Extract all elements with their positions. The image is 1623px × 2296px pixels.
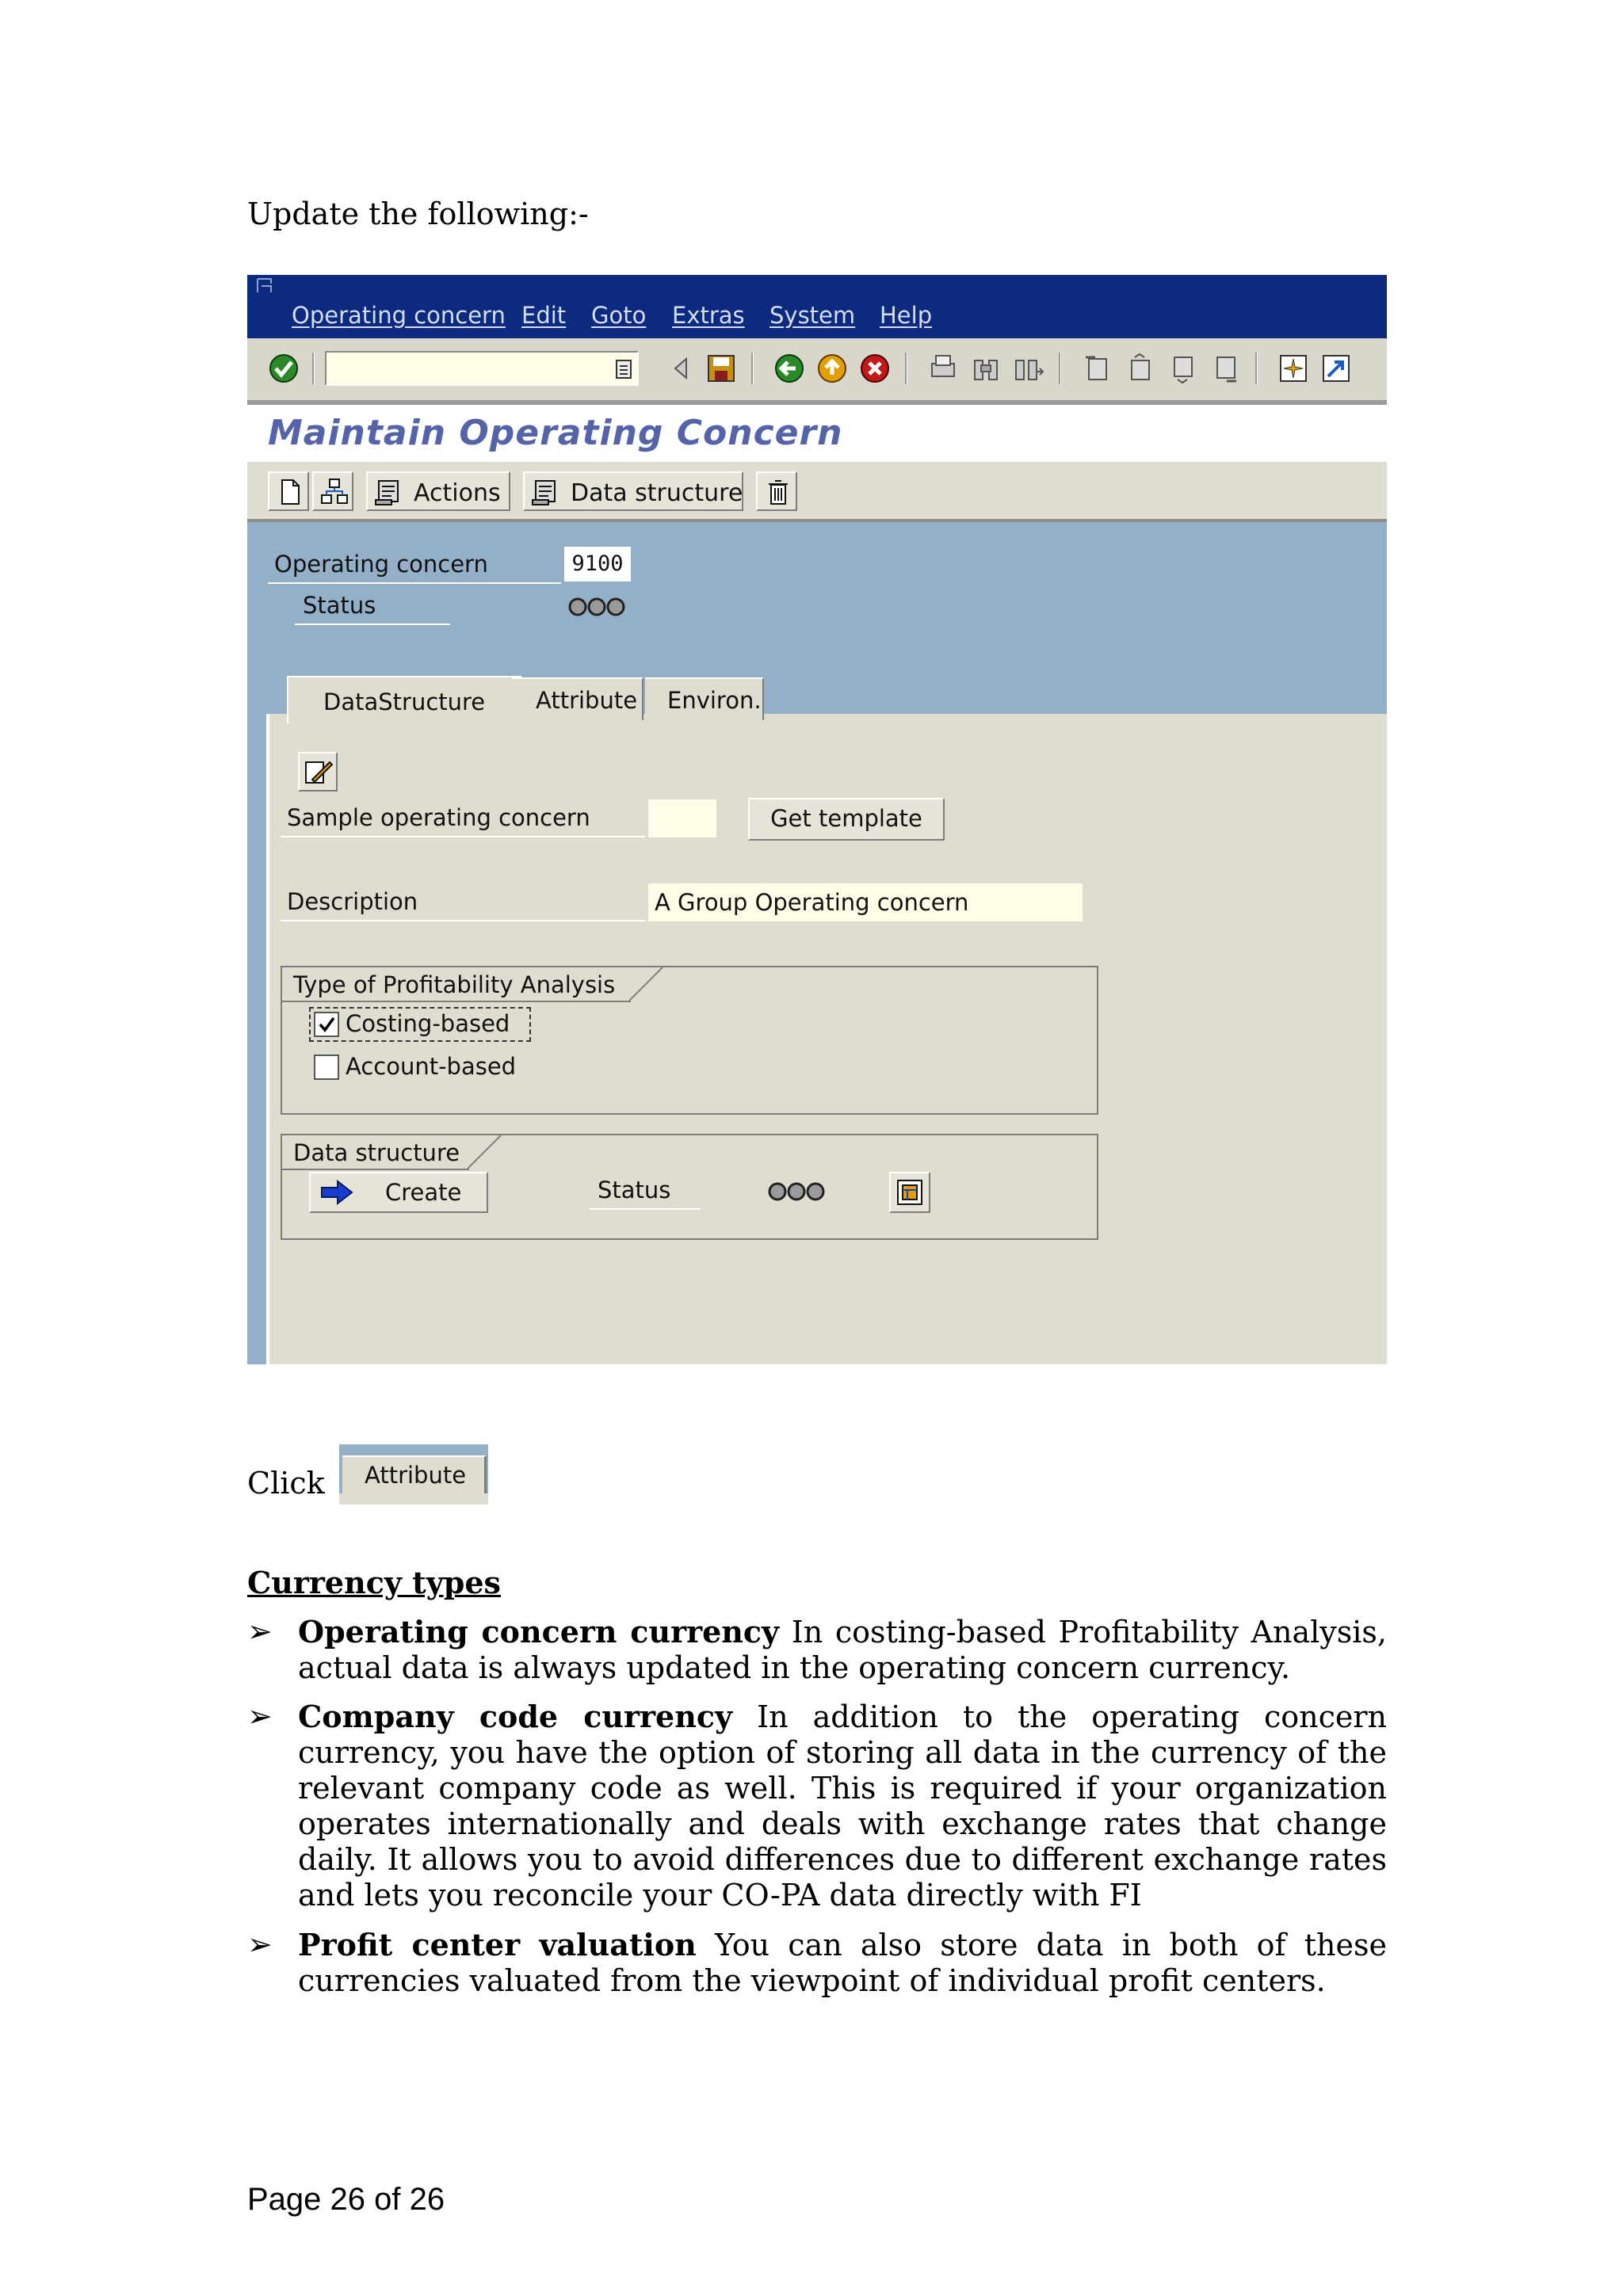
create-label: Create (385, 1179, 462, 1206)
arrow-right-icon (320, 1180, 353, 1205)
actions-button[interactable] (366, 471, 510, 511)
actions-label: Actions (414, 479, 501, 507)
currency-description: You can also store data in both of these currencies valuated from the viewpoint of individual profit centers. (298, 1928, 1387, 1998)
previous-page-icon[interactable] (1124, 353, 1155, 384)
hierarchy-icon (320, 478, 349, 506)
tab-environ[interactable] (645, 677, 764, 720)
currency-term: Profit center valuation (298, 1927, 697, 1962)
menu-goto[interactable]: Goto (591, 302, 647, 329)
window-menu-icon[interactable] (255, 277, 276, 297)
menu-system[interactable]: System (769, 302, 856, 329)
sap-window (247, 275, 1387, 1364)
sample-operating-concern-field[interactable] (648, 799, 716, 837)
description-field[interactable]: A Group Operating concern (648, 883, 1083, 921)
application-toolbar (247, 462, 1387, 522)
attribute-tab-image-label: Attribute (365, 1462, 467, 1489)
menu-help[interactable]: Help (880, 302, 933, 329)
title-bar (247, 405, 1387, 462)
data-structure-group-title: Data structure (282, 1135, 469, 1170)
new-document-icon (276, 478, 304, 506)
screen-title: Maintain Operating Concern (268, 413, 843, 453)
command-field[interactable] (325, 351, 639, 386)
create-shortcut-icon[interactable] (1320, 353, 1352, 384)
bullet-arrow-icon: ➢ (247, 1699, 273, 1733)
menu-edit[interactable]: Edit (521, 302, 567, 329)
next-page-icon[interactable] (1167, 353, 1198, 384)
ds-status-lights-icon (767, 1181, 826, 1202)
scroll-structure-icon (531, 478, 559, 506)
get-template-button[interactable]: Get template (748, 798, 945, 841)
currency-term: Operating concern currency (298, 1614, 780, 1650)
tab-attribute[interactable] (512, 677, 643, 720)
last-page-icon[interactable] (1209, 353, 1241, 384)
tab-datastructure[interactable] (287, 676, 521, 723)
command-history-icon[interactable] (615, 359, 632, 379)
currency-item-company (298, 1699, 1387, 1913)
create-button[interactable] (309, 1172, 488, 1213)
currency-item-operating (298, 1614, 1387, 1686)
costing-based-checkbox[interactable] (314, 1012, 339, 1037)
account-based-label: Account-based (346, 1053, 517, 1080)
delete-button[interactable] (756, 471, 797, 511)
currency-description: In addition to the operating concern currency, you have the option of storing all data in the currency of the relevant company code as well. This is required if your organization operates internationally and deals with exchange rates that change daily. It allows you to avoid differences due to different exchange rates and lets you reconcile your CO-PA data directly with FI (298, 1699, 1387, 1913)
currency-description: In costing-based Profitability Analysis, actual data is always updated in the operating concern currency. (298, 1615, 1387, 1685)
currency-item-profit-center (298, 1927, 1387, 1999)
menu-bar (247, 275, 1387, 338)
intro-text: Update the following:- (247, 196, 589, 231)
click-text: Click (247, 1466, 325, 1501)
currency-term: Company code currency (298, 1699, 733, 1734)
first-page-icon[interactable] (1081, 353, 1113, 384)
enter-check-icon[interactable] (268, 353, 300, 384)
tab-attribute-label: Attribute (536, 687, 638, 714)
status-lights-icon (567, 597, 626, 617)
menu-extras[interactable]: Extras (672, 302, 745, 329)
table-structure-icon (896, 1179, 923, 1206)
structure-detail-button[interactable] (889, 1172, 930, 1213)
back-icon[interactable] (773, 353, 805, 384)
menu-operating-concern[interactable]: Operating concern (292, 302, 506, 329)
exit-icon[interactable] (816, 353, 848, 384)
expand-left-icon[interactable] (666, 353, 697, 384)
description-label: Description (287, 888, 418, 915)
display-change-button[interactable] (298, 752, 338, 791)
create-session-icon[interactable] (1277, 353, 1309, 384)
sample-operating-concern-label: Sample operating concern (287, 804, 590, 831)
new-entry-button[interactable] (268, 471, 309, 511)
operating-concern-label: Operating concern (274, 551, 488, 578)
attribute-tab-image (339, 1444, 488, 1505)
tab-datastructure-label: DataStructure (323, 688, 486, 715)
cancel-icon[interactable] (859, 353, 891, 384)
trash-icon (764, 478, 792, 506)
operating-concern-field[interactable]: 9100 (564, 547, 631, 582)
checkmark-icon (317, 1015, 336, 1034)
ds-status-label: Status (598, 1177, 671, 1203)
currency-types-heading: Currency types (247, 1565, 501, 1600)
bullet-arrow-icon: ➢ (247, 1927, 273, 1962)
find-next-icon[interactable] (1013, 353, 1044, 384)
status-label: Status (303, 592, 376, 619)
find-icon[interactable] (970, 353, 1002, 384)
print-icon[interactable] (927, 353, 959, 384)
standard-toolbar (247, 338, 1387, 405)
page-footer: Page 26 of 26 (247, 2182, 445, 2217)
data-structure-toolbar-button[interactable] (523, 471, 743, 511)
save-icon[interactable] (705, 353, 737, 384)
other-object-button[interactable] (312, 471, 353, 511)
edit-pencil-icon (304, 757, 333, 786)
type-profitability-title: Type of Profitability Analysis (282, 967, 631, 1002)
tab-environ-label: Environ. (667, 687, 762, 714)
data-structure-toolbar-label: Data structure (571, 479, 743, 507)
costing-based-label: Costing-based (346, 1010, 510, 1037)
bullet-arrow-icon: ➢ (247, 1614, 273, 1649)
account-based-checkbox[interactable] (314, 1055, 339, 1080)
scroll-actions-icon (374, 478, 403, 506)
